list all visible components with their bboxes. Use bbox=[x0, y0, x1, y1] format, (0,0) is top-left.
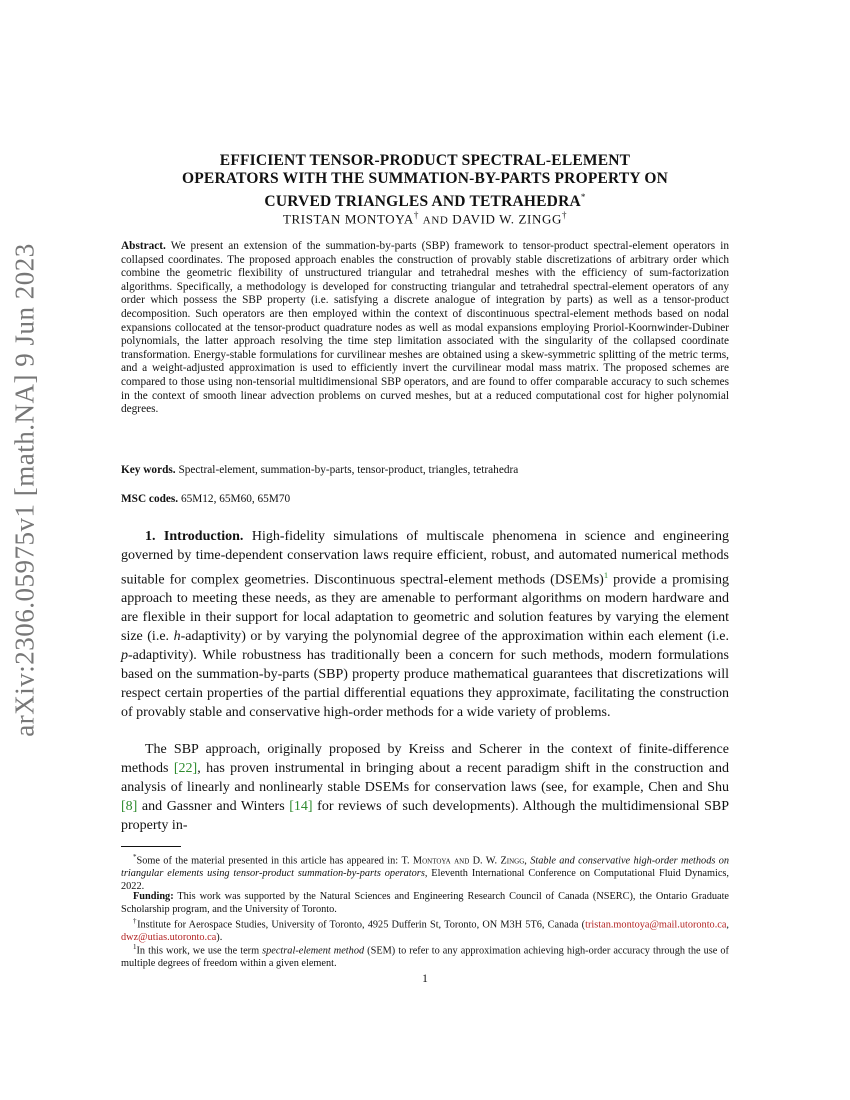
abstract-label: Abstract. bbox=[121, 240, 166, 252]
title-line-3: CURVED TRIANGLES AND TETRAHEDRA* bbox=[264, 192, 586, 211]
author-conjunction: AND bbox=[422, 214, 449, 227]
intro-paragraph-1: 1. Introduction. High-fidelity simulations of multiscale phenomena in science and engineering governed by time-dependent conservation laws require efficient, robust, and automated numerical methods suitable for complex geometries. Discontinuous spectral-element methods (DSEMs)$^1$ provide a promising approach to meeting these needs, as they are amenable to performant algorithms on modern hardware and are flexible in their support for local adaptation to geometric and solution features by varying the element size (i.e. h-adaptivity) or by varying the polynomial degree of the approximation within each element (i.e. p-adaptivity). While robustness has traditionally been a concern for such methods, modern formulations based on the summation-by-parts (SBP) property produce mathematical guarantees that discretizations will respect certain properties of the partial differential equations they approximate, facilitating the construction of provably stable and conservative high-order methods for a wide variety of problems. bbox=[121, 529, 729, 720]
email-zingg-link[interactable]: dwz@utias.utoronto.ca bbox=[121, 932, 217, 944]
msc-label: MSC codes. bbox=[121, 493, 179, 505]
citation-22[interactable]: [22] bbox=[173, 760, 198, 776]
keywords-label: Key words. bbox=[121, 464, 176, 476]
footnote-divider bbox=[121, 846, 181, 847]
page-number: 1 bbox=[422, 973, 428, 985]
footnote-ref-1[interactable]: 1 bbox=[603, 569, 609, 580]
title-footnote-mark: * bbox=[580, 192, 586, 202]
author-line: TRISTAN MONTOYA† AND DAVID W. ZINGG† bbox=[282, 210, 568, 227]
footnote-1: $^1$In this work, we use the term spectral-element method (SEM) to refer to any approximation achieving high-order accuracy through the use of multiple degrees of freedom within a given element. bbox=[121, 943, 729, 970]
abstract-text: We present an extension of the summation-by-parts (SBP) framework to tensor-product spectral-element operators in collapsed coordinates. The proposed approach enables the construction of provably stable discretizations of arbitrary order which combine the geometric flexibility of unstructured triangular and tetrahedral meshes with the efficiency of sum-factorization algorithms. Specifically, a methodology is developed for constructing triangular and tetrahedral spectral-element operators of any order which possess the SBP property (i.e. satisfying a discrete analogue of integration by parts) as well as a tensor-product decomposition. Such operators are then employed within the context of discontinuous spectral-element methods based on nodal expansions collocated at the tensor-product quadrature nodes as well as modal expansions employing Proriol-Koornwinder-Dubiner polynomials, the latter approach resolving the time step limitation associated with the singularity of the collapsed coordinate transformation. Energy-stable formulations for curvilinear meshes are obtained using a skew-symmetric splitting of the metric terms, and a weight-adjusted approximation is used to efficiently invert the curvilinear modal mass matrix. The proposed schemes are compared to those using non-tensorial multidimensional SBP operators, and are found to offer comparable accuracy to such schemes in the context of smooth linear advection problems on curved meshes, but at a reduced computational cost for higher polynomial degrees. bbox=[121, 240, 729, 416]
author-montoya: TRISTAN MONTOYA bbox=[282, 211, 414, 227]
intro-paragraph-2: The SBP approach, originally proposed by Kreiss and Scherer in the context of finite-difference methods [22], has proven instrumental in bringing about a recent paradigm shift in the construction and analysis of linearly and nonlinearly stable DSEMs for conservation laws (see, for example, Chen and Shu [8] and Gassner and Winters [14] for reviews of such developments). Although the multidimensional SBP property in- bbox=[121, 742, 730, 833]
title-line-2: OPERATORS WITH THE SUMMATION-BY-PARTS PROPERTY ON bbox=[182, 170, 668, 187]
author-zingg: DAVID W. ZINGG bbox=[452, 211, 562, 227]
keywords-text: Spectral-element, summation-by-parts, tensor-product, triangles, tetrahedra bbox=[178, 464, 519, 476]
arxiv-id-text: arXiv:2306.05975v1 [math.NA] 9 Jun 2023 bbox=[9, 243, 40, 737]
arxiv-sidebar-stamp bbox=[0, 243, 50, 737]
msc-text: 65M12, 65M60, 65M70 bbox=[180, 493, 291, 505]
citation-14[interactable]: [14] bbox=[289, 798, 313, 814]
keywords bbox=[121, 464, 729, 476]
abstract bbox=[121, 240, 729, 417]
paper-title bbox=[120, 152, 730, 211]
footnote-title: *Some of the material presented in this article has appeared in: T. Montoya and D. W. Zingg, Stable and conservative high-order methods on triangular elements using tensor-product summation-by-parts operators, Eleventh International Conference on Computational Fluid Dynamics, 2022. bbox=[121, 853, 729, 893]
msc-codes bbox=[121, 493, 729, 505]
email-montoya-link[interactable]: tristan.montoya@mail.utoronto.ca bbox=[585, 919, 727, 931]
citation-8[interactable]: [8] bbox=[121, 798, 138, 814]
section-heading-introduction: 1. Introduction. bbox=[145, 529, 244, 544]
title-line-1: EFFICIENT TENSOR-PRODUCT SPECTRAL-ELEMENT bbox=[219, 152, 631, 169]
footnote-funding: Funding: This work was supported by the Natural Sciences and Engineering Research Council of Canada (NSERC), the Ontario Graduate Scholarship program, and the University of Toronto. bbox=[121, 891, 729, 915]
footnote-affiliation: †Institute for Aerospace Studies, University of Toronto, 4925 Dufferin St, Toronto, ON M3H 5T6, Canada (tristan.montoya@mail.utoronto.ca, dwz@utias.utoronto.ca). bbox=[121, 917, 729, 944]
